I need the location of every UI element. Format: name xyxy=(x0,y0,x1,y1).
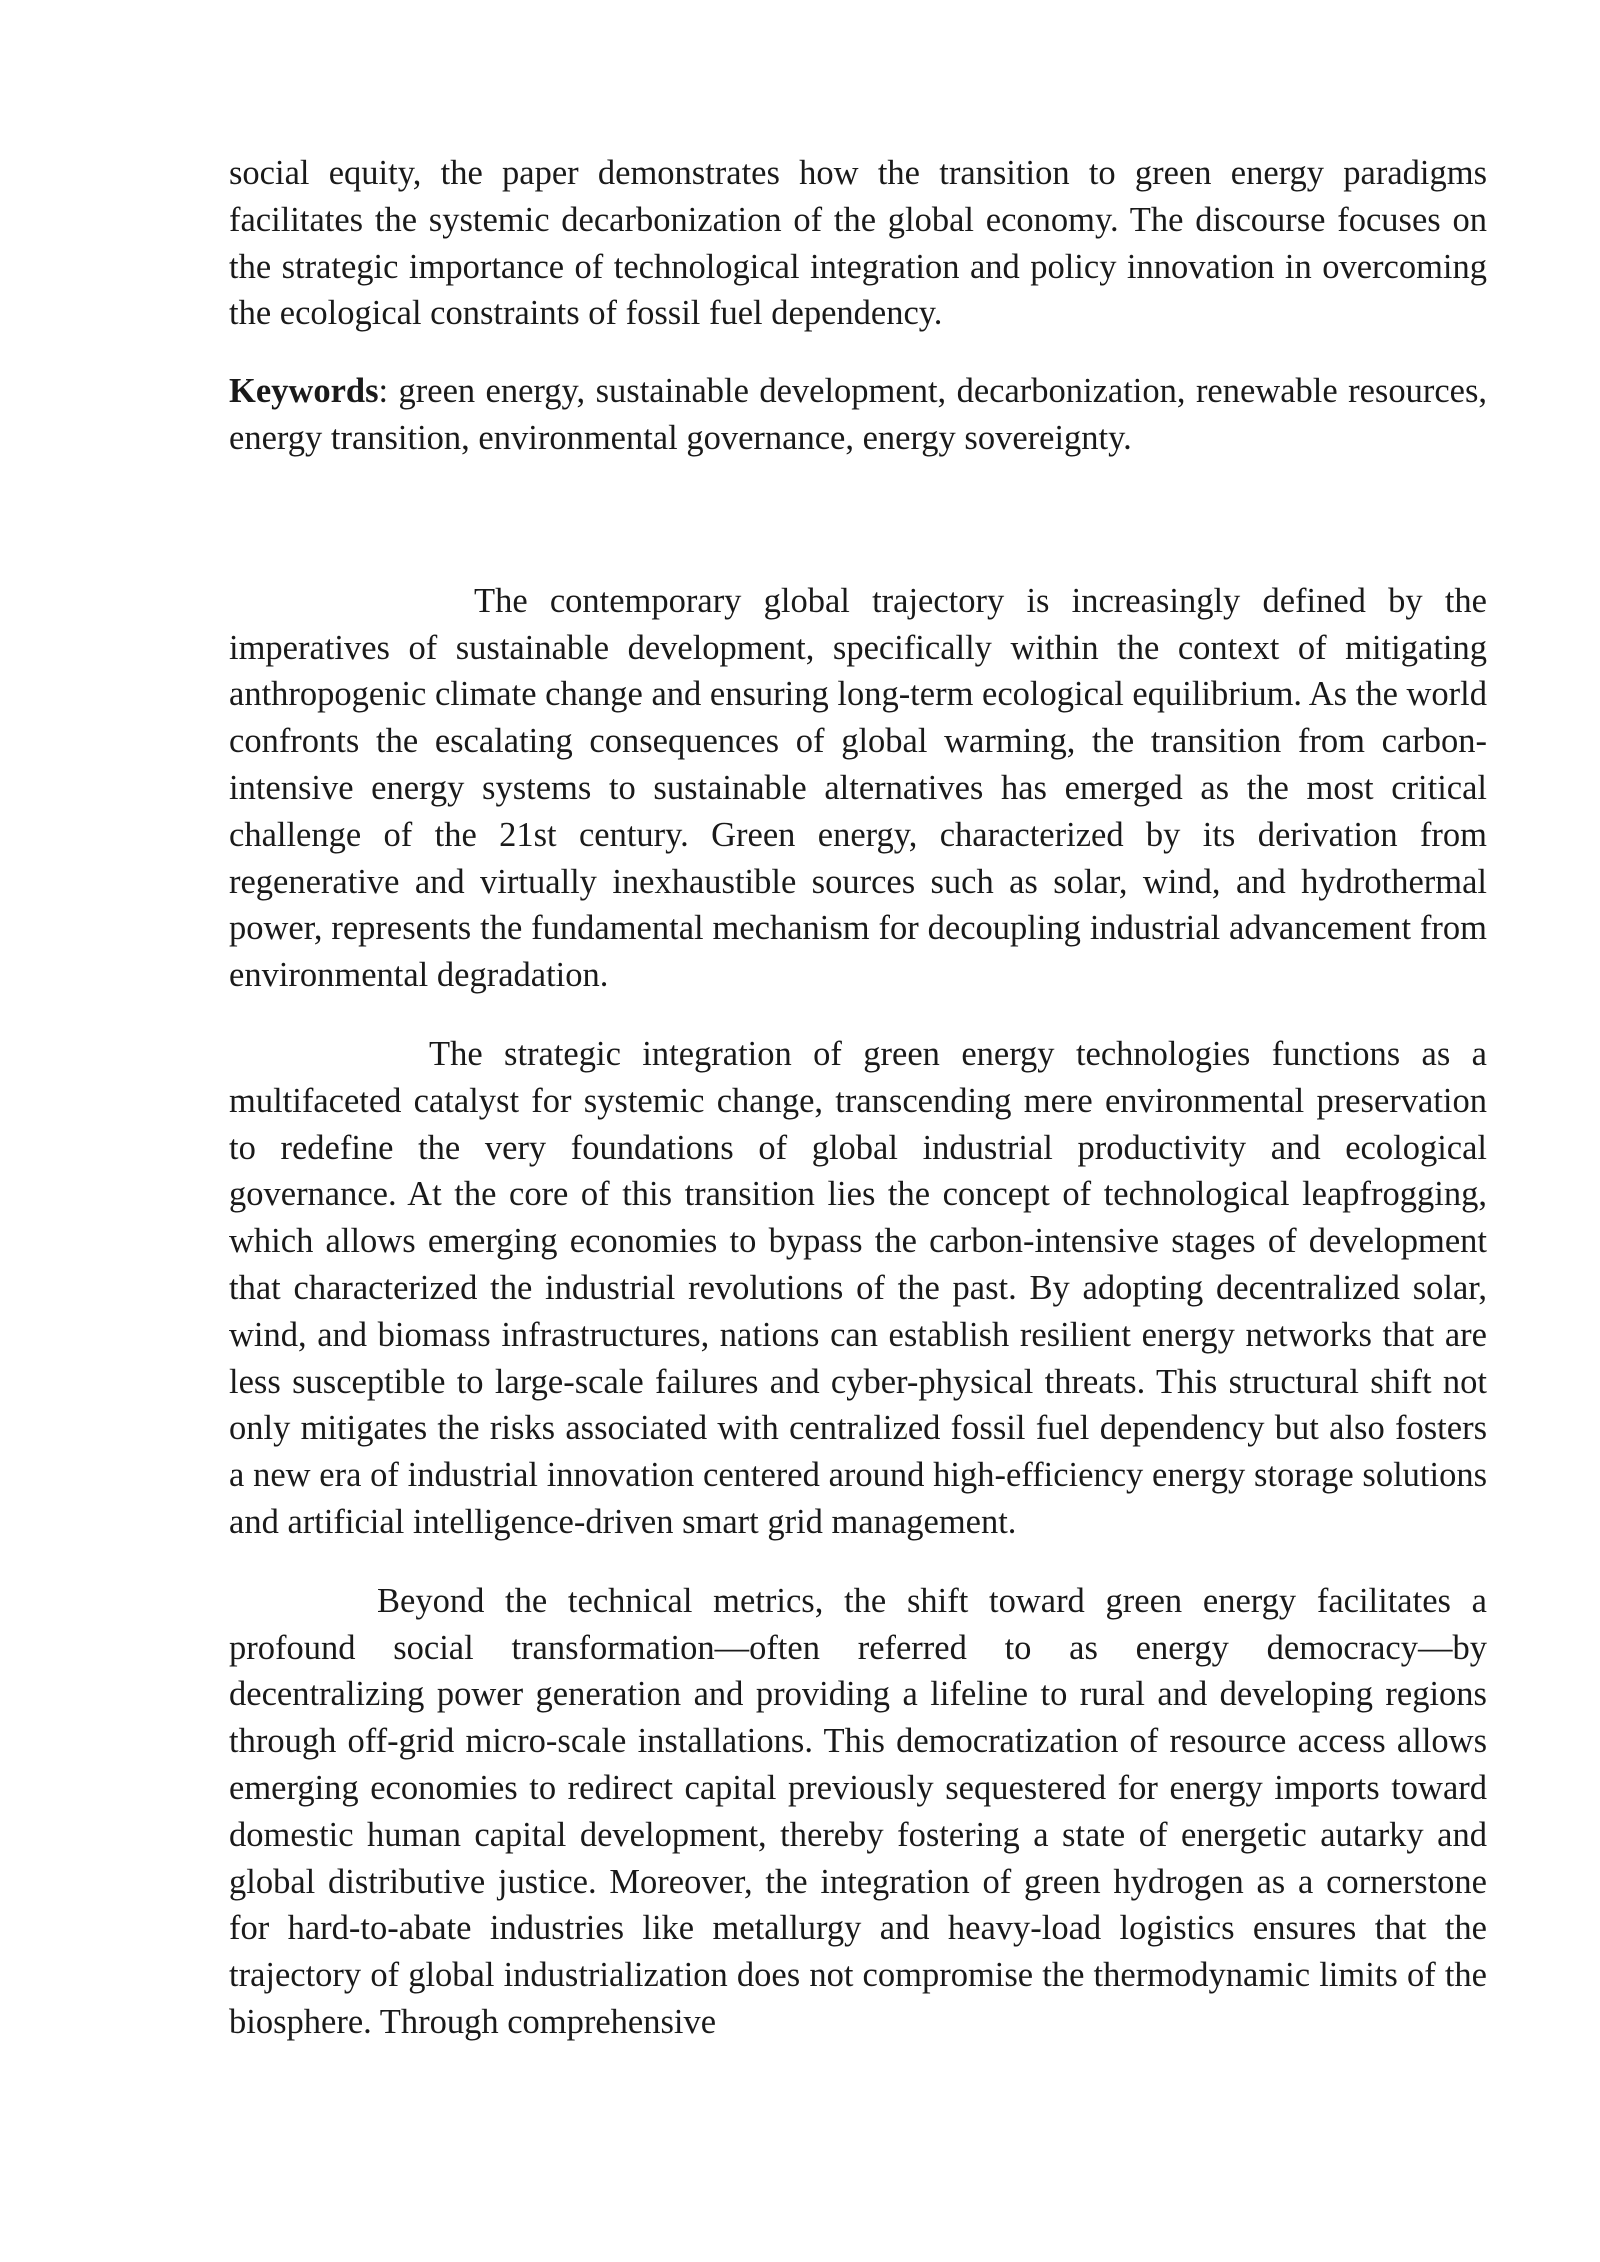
abstract-continuation: social equity, the paper demonstrates how the transition to green energy paradigms facilitates the systemic decarbonization of the global economy. The discourse focuses on the strategic importance of technological integration and policy innovation in overcoming the ecological constraints of fossil fuel dependency. xyxy=(229,154,1487,333)
keywords-label: Keywords xyxy=(229,372,379,411)
keywords-separator: : xyxy=(378,372,389,411)
keywords-text: green energy, sustainable development, decarbonization, renewable resources, energy transition, environmental governance, energy sovereignty. xyxy=(229,372,1487,457)
document-page xyxy=(229,150,1487,2046)
keywords-paragraph xyxy=(229,368,1487,462)
body-paragraph-social-transformation: Beyond the technical metrics, the shift toward green energy facilitates a profound social transformation—often referred to as energy democracy—by decentralizing power generation and providing a lifeline to rural and developing regions through off-grid micro-scale installations. This democratization of resource access allows emerging economies to redirect capital previously sequestered for energy imports toward domestic human capital development, thereby fostering a state of energetic autarky and global distributive justice. Moreover, the integration of green hydrogen as a cornerstone for hard-to-abate industries like metallurgy and heavy-load logistics ensures that the trajectory of global industrialization does not compromise the thermodynamic limits of the biosphere. Through comprehensive xyxy=(229,1581,1487,2041)
body-paragraph-technology-integration: The strategic integration of green energy technologies functions as a multifaceted catalyst for systemic change, transcending mere environmental preservation to redefine the very foundations of global industrial productivity and ecological governance. At the core of this transition lies the concept of technological leapfrogging, which allows emerging economies to bypass the carbon-intensive stages of development that characterized the industrial revolutions of the past. By adopting decentralized solar, wind, and biomass infrastructures, nations can establish resilient energy networks that are less susceptible to large-scale failures and cyber-physical threats. This structural shift not only mitigates the risks associated with centralized fossil fuel dependency but also fosters a new era of industrial innovation centered around high-efficiency energy storage solutions and artificial intelligence-driven smart grid management. xyxy=(229,1034,1487,1541)
body-paragraph-introduction: The contemporary global trajectory is increasingly defined by the imperatives of sustainable development, specifically within the context of mitigating anthropogenic climate change and ensuring long-term ecological equilibrium. As the world confronts the escalating consequences of global warming, the transition from carbon-intensive energy systems to sustainable alternatives has emerged as the most critical challenge of the 21st century. Green energy, characterized by its derivation from regenerative and virtually inexhaustible sources such as solar, wind, and hydrothermal power, represents the fundamental mechanism for decoupling industrial advancement from environmental degradation. xyxy=(229,581,1487,995)
